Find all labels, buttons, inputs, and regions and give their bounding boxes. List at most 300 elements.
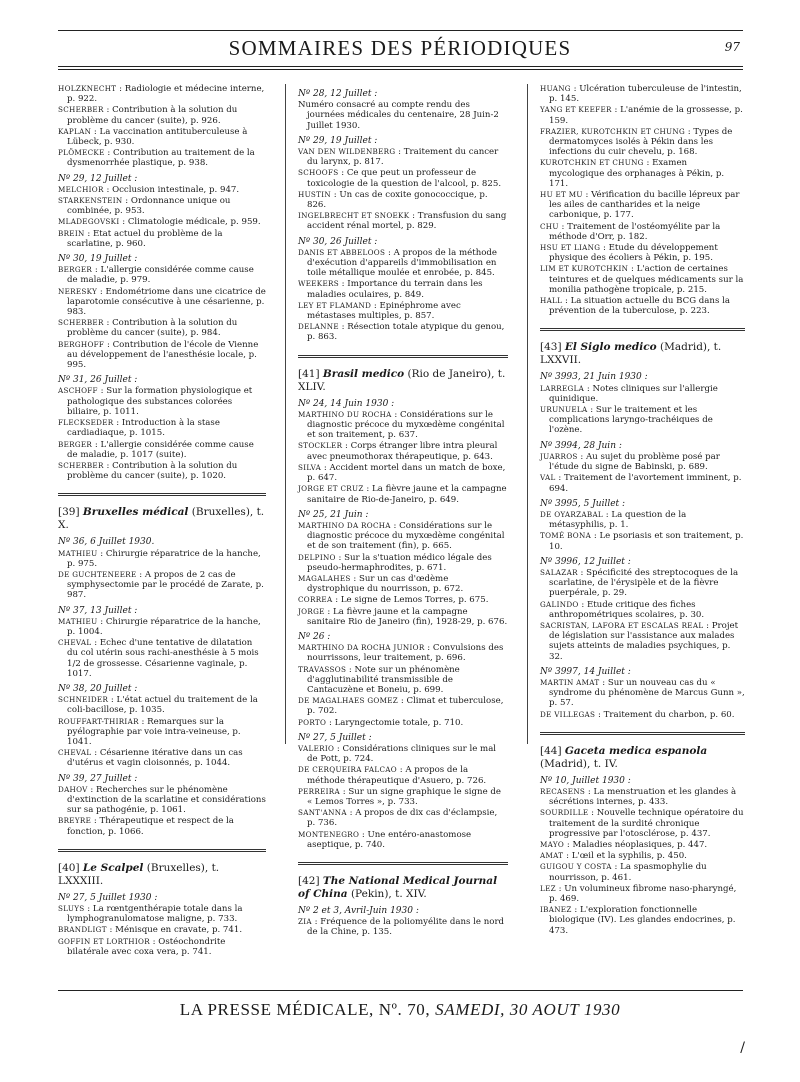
article-entry	[298, 211, 508, 231]
article-author: HUANG	[540, 84, 571, 93]
journal-volume: (Bruxelles), t. LXXXIII.	[58, 861, 220, 887]
article-entry	[58, 816, 266, 836]
article-entry	[298, 521, 508, 552]
article-entry	[298, 100, 508, 131]
article-author: ROUFFART-THIRIAR	[58, 716, 139, 726]
article-text: : Accident mortel dans un match de boxe, p. 647.	[307, 462, 506, 484]
issue-date: Nº 30, 19 Juillet :	[58, 254, 138, 265]
article-entry	[540, 405, 745, 436]
article-entry	[58, 217, 266, 227]
article-text: : Un volumineux fibrome naso-pharyngé, p. 469.	[549, 883, 737, 904]
article-text: : A propos de la méthode thérapeutique d'Asuero, p. 726.	[307, 765, 487, 786]
article-entry	[58, 229, 266, 249]
article-text: : L'état actuel du traitement de la coli-bacillose, p. 1035.	[67, 695, 258, 716]
article-entry	[540, 531, 745, 551]
article-entry	[298, 190, 508, 210]
page-title: SOMMAIRES DES PÉRIODIQUES	[228, 36, 572, 60]
article-entry	[58, 105, 266, 125]
article-author: DAHOV	[58, 784, 88, 794]
article-text: : Notes cliniques sur l'allergie quinidique.	[549, 383, 718, 404]
article-entry	[298, 808, 508, 828]
article-text: : Césarienne itérative dans un cas d'utérus et vagin cloisonnés, p. 1044.	[67, 748, 243, 769]
article-text: : Epinéphrome avec métastases multiples, p. 857.	[307, 300, 461, 322]
article-text: : La fièvre jaune et la campagne sanitaire de Rio-de-Janeiro, p. 649.	[307, 484, 507, 505]
article-author: SCHNEIDER	[58, 695, 109, 705]
article-author: DE MAGALHAES GOMEZ	[298, 696, 399, 706]
article-entry	[298, 696, 508, 716]
article-entry	[58, 937, 266, 957]
issue-date: Nº 10, Juillet 1930 :	[540, 775, 631, 786]
article-author: VAN DEN WILDENBERG	[298, 147, 396, 157]
article-text: Numéro consacré au compte rendu des journées médicales du centenaire, 28 Juin-2 Juillet 1930.	[298, 100, 499, 131]
article-entry	[298, 147, 508, 167]
journal-volume: (Pekin), t. XIV.	[350, 888, 427, 900]
article-text: : Fréquence de la poliomyélite dans le nord de la Chine, p. 135.	[307, 917, 505, 938]
article-author: LEZ	[540, 883, 556, 893]
issue-date: Nº 36, 6 Juillet 1930.	[58, 537, 155, 548]
article-entry	[298, 643, 508, 663]
journal-number: [43]	[540, 341, 562, 354]
article-text: : Considérations sur le diagnostic précoce du myxœdème congénital et de son traitement (fin), p. 665.	[307, 520, 505, 552]
article-entry	[58, 287, 266, 318]
article-author: MARTHINO DA ROCHA JUNIOR	[298, 643, 425, 653]
article-entry	[540, 127, 745, 158]
page-footer	[0, 1000, 800, 1020]
article-text: : La fièvre jaune et la campagne sanitaire Rio de Janeiro (fin), 1928-29, p. 676.	[307, 606, 508, 627]
article-text: : Traitement de l'avortement imminent, p. 694.	[549, 473, 742, 494]
article-text: : Considérations sur le diagnostic précoce du myxœdème congénital et son traitement, p. 637.	[307, 409, 505, 441]
article-text: : L'œil et la syphilis, p. 450.	[566, 851, 687, 862]
article-author: KAPLAN	[58, 126, 92, 136]
article-entry	[298, 665, 508, 696]
article-author: DELANNE	[298, 322, 339, 332]
article-entry	[58, 638, 266, 679]
journal-name: Gaceta medica espanola	[564, 744, 708, 757]
article-author: HU ET MU	[540, 190, 583, 200]
article-author: SCHERBER	[58, 105, 104, 115]
article-text: : Radiologie et médecine interne, p. 922.	[67, 84, 265, 105]
article-entry	[58, 549, 266, 569]
article-entry	[540, 905, 745, 936]
article-text: : Examen mycologique des orphanages à Pékin, p. 171.	[549, 158, 725, 189]
article-text: : Thérapeutique et respect de la fonction, p. 1066.	[67, 816, 234, 837]
article-text: : Remarques sur la pyélographie par voie intra-veineuse, p. 1041.	[67, 716, 241, 747]
journal-separator	[540, 328, 745, 331]
journal-number: [40]	[58, 861, 80, 874]
journal-name: El Siglo medico	[564, 341, 657, 354]
article-author: SILVA	[298, 462, 322, 472]
article-text: : Spécificité des streptocoques de la scarlatine, de l'érysipèle et de la fièvre puerpérale, p. 29.	[549, 567, 739, 599]
article-text: : A propos de la méthode d'exécution d'appareils d'immobilisation en toile métallique moulée et enrobée, p. 845.	[307, 247, 498, 279]
article-text: : Sur la formation physiologique et pathologique des substances colorées biliaire, p. 1011.	[67, 386, 253, 417]
article-author: MAYO	[540, 839, 565, 849]
article-author: CHEVAL	[58, 638, 92, 648]
article-entry	[298, 168, 508, 188]
article-entry	[298, 744, 508, 764]
article-author: SCHERBER	[58, 318, 104, 328]
article-text: : A propos de dix cas d'éclampsie, p. 736.	[307, 808, 498, 829]
journal-separator	[298, 355, 508, 358]
article-text: : Projet de législation sur l'assistance aux malades sujets atteints de maladies psychiques, p. 32.	[549, 620, 739, 662]
article-entry	[298, 595, 508, 605]
article-text: : La menstruation et les glandes à sécrétions internes, p. 433.	[549, 786, 737, 808]
article-author: MELCHIOR	[58, 184, 104, 194]
article-entry	[540, 808, 745, 839]
article-text: : Endométriome dans une cicatrice de laparotomie consécutive à une césarienne, p. 983.	[67, 286, 266, 318]
article-text: : Contribution à la solution du problème du cancer (suite), p. 1020.	[67, 460, 238, 482]
journal-name: Bruxelles médical	[82, 506, 189, 519]
article-text: : La vaccination antituberculeuse à Lübeck, p. 930.	[67, 126, 248, 148]
issue-date: Nº 38, 20 Juillet :	[58, 683, 138, 694]
article-entry	[540, 510, 745, 530]
article-text: : Ménisque en cravate, p. 741.	[109, 925, 243, 936]
article-author: SANT'ANNA	[298, 808, 347, 818]
footer-journal: LA PRESSE MÉDICALE, Nº. 70,	[179, 1000, 431, 1019]
article-author: GUIGOU Y COSTA	[540, 862, 612, 872]
article-entry	[540, 473, 745, 493]
article-entry	[58, 318, 266, 338]
article-text: : Climat et tuberculose, p. 702.	[307, 696, 504, 717]
article-author: SCHOOFS	[298, 168, 339, 178]
article-author: IBANEZ	[540, 905, 572, 915]
journal-separator	[58, 493, 266, 496]
article-author: MARTHINO DU ROCHA	[298, 409, 392, 419]
article-text: : Importance du terrain dans les maladies oculaires, p. 849.	[307, 279, 483, 300]
article-entry	[540, 862, 745, 882]
article-text: : Chirurgie réparatrice de la hanche, p. 975.	[67, 548, 261, 569]
column-1	[58, 84, 266, 958]
article-entry	[58, 785, 266, 816]
article-text: : La question de la métasyphilis, p. 1.	[549, 509, 687, 531]
article-author: MAGALAHES	[298, 573, 351, 583]
article-author: HOLZKNECHT	[58, 84, 117, 93]
article-text: : Ordonnance unique ou combinée, p. 953.	[67, 196, 231, 217]
article-entry	[540, 884, 745, 904]
article-text: : Considérations cliniques sur le mal de Pott, p. 724.	[307, 743, 497, 765]
article-entry	[58, 84, 266, 104]
issue-date: Nº 28, 12 Juillet :	[298, 89, 378, 99]
article-author: SALAZAR	[540, 567, 578, 577]
article-author: CORREA	[298, 595, 333, 605]
article-entry	[540, 678, 745, 709]
article-author: GALINDO	[540, 599, 579, 609]
footer-date: SAMEDI, 30 AOUT 1930	[435, 1000, 621, 1019]
column-divider-1	[285, 84, 286, 744]
article-author: JORGE	[298, 606, 325, 616]
issue-date: Nº 3993, 21 Juin 1930 :	[540, 372, 648, 383]
article-entry	[298, 553, 508, 573]
article-entry	[540, 384, 745, 404]
article-author: NERESKY	[58, 286, 98, 296]
header-rule-top	[58, 30, 743, 31]
journal-number: [44]	[540, 744, 562, 757]
article-author: MLADEGOVSKI	[58, 217, 120, 227]
article-entry	[298, 574, 508, 594]
issue-date: Nº 30, 26 Juillet :	[298, 236, 378, 247]
article-entry	[298, 441, 508, 461]
article-author: ZIA	[298, 917, 312, 927]
footer-rule	[58, 990, 743, 991]
article-text: : Occlusion intestinale, p. 947.	[106, 184, 240, 195]
article-entry	[58, 617, 266, 637]
article-author: URUNUELA	[540, 405, 588, 415]
article-author: INGELBRECHT ET SNOEKK	[298, 211, 410, 221]
issue-date: Nº 2 et 3, Avril-Juin 1930 :	[298, 906, 419, 916]
article-text: : Sur la s'tuation médico légale des pseudo-hermaphrodites, p. 671.	[307, 552, 492, 573]
issue-date: Nº 3997, 14 Juillet :	[540, 666, 631, 677]
article-author: SLUYS	[58, 904, 85, 913]
article-text: : Traitement de l'ostéomyélite par la méthode d'Orr, p. 182.	[549, 221, 721, 242]
article-text: : Etat actuel du problème de la scarlatine, p. 960.	[67, 228, 223, 249]
article-text: : L'exploration fonctionnelle biologique (IV). Les glandes endocrines, p. 473.	[549, 905, 736, 936]
article-text: : Nouvelle technique opératoire du traitement de la surdité chronique progressive par l'otosclérose, p. 437.	[549, 808, 744, 839]
issue-date: Nº 26 :	[298, 631, 331, 642]
margin-mark: /	[740, 1040, 745, 1056]
article-author: YANG ET KEEFER	[540, 105, 612, 115]
article-author: MARTIN AMAT	[540, 677, 600, 687]
journal-number: [42]	[298, 875, 320, 887]
article-author: JUARROS	[540, 451, 578, 461]
article-text: : Echec d'une tentative de dilatation du col utérin sous rachi-anesthésie à 5 mois 1/2 de grossesse. Césarienne vaginale, p. 1017.	[67, 638, 259, 679]
article-author: FRAZIER, KUROTCHKIN ET CHUNG	[540, 126, 686, 136]
article-entry	[58, 904, 266, 924]
article-author: MARTHINO DA ROCHA	[298, 520, 391, 530]
article-author: BERGER	[58, 265, 93, 275]
article-entry	[298, 787, 508, 807]
article-entry	[540, 452, 745, 472]
article-text: : Introduction à la stase cardiadiaque, p. 1015.	[67, 418, 220, 439]
article-text: : La situation actuelle du BCG dans la prévention de la tuberculose, p. 223.	[549, 296, 730, 317]
article-author: SCHERBER	[58, 460, 104, 470]
article-author: FLECKSEDER	[58, 418, 114, 428]
article-author: BREYRE	[58, 816, 92, 826]
article-entry	[298, 718, 508, 728]
article-entry	[58, 148, 266, 168]
article-entry	[540, 840, 745, 850]
article-author: VALERIO	[298, 743, 335, 753]
article-entry	[58, 570, 266, 601]
article-entry	[540, 243, 745, 263]
article-entry	[58, 925, 266, 935]
article-author: GOFFIN ET LORTHIOR	[58, 936, 150, 946]
article-author: DE OYARZABAL	[540, 509, 604, 519]
issue-date: Nº 39, 27 Juillet :	[58, 773, 138, 784]
article-entry	[298, 484, 508, 504]
article-author: CHEVAL	[58, 748, 92, 758]
article-author: RECASENS	[540, 786, 586, 796]
article-author: DE CERQUEIRA FALCAO	[298, 765, 397, 775]
journal-heading	[540, 341, 745, 367]
journal-heading	[58, 506, 266, 532]
article-author: AMAT	[540, 851, 564, 861]
article-author: MATHIEU	[58, 616, 98, 626]
article-text: : Note sur un phénomène d'agglutinabilité transmissible de Cantacuzène et Boneiu, p. 699.	[307, 664, 460, 695]
column-2	[298, 84, 508, 939]
article-author: SACRISTAN, LAFORA ET ESCALAS REAL	[540, 620, 704, 630]
article-entry	[298, 301, 508, 321]
article-author: HALL	[540, 296, 563, 306]
journal-volume: (Madrid), t. LXXVII.	[540, 341, 722, 367]
article-entry	[540, 568, 745, 599]
article-text: : L'allergie considérée comme cause de maladie, p. 979.	[67, 265, 254, 286]
article-author: DE VILLEGAS	[540, 709, 596, 719]
article-text: : Le psoriasis et son traitement, p. 10.	[549, 531, 744, 552]
article-entry	[540, 710, 745, 720]
article-text: : Maladies néoplasiques, p. 447.	[566, 839, 708, 850]
article-entry	[298, 410, 508, 441]
journal-separator	[298, 862, 508, 865]
article-author: STARKENSTEIN	[58, 196, 123, 206]
issue-date: Nº 3996, 12 Juillet :	[540, 556, 631, 567]
issue-date: Nº 25, 21 Juin :	[298, 509, 369, 520]
journal-name: Le Scalpel	[82, 861, 144, 874]
issue-date: Nº 3994, 28 Juin :	[540, 440, 622, 451]
article-text: : Sur un cas d'œdème dystrophique du nourrisson, p. 672.	[307, 573, 464, 595]
article-text: : Le signe de Lemos Torres, p. 675.	[335, 595, 489, 606]
article-entry	[58, 196, 266, 216]
issue-date: Nº 31, 26 Juillet :	[58, 375, 138, 386]
article-author: DANIS ET ABBELOOS	[298, 247, 386, 257]
article-author: ASCHOFF	[58, 386, 98, 396]
article-entry	[540, 264, 745, 295]
article-author: HSU ET LIANG	[540, 243, 601, 253]
article-author: JORGE ET CRUZ	[298, 484, 364, 494]
article-entry	[58, 340, 266, 371]
article-author: PLÖMECKE	[58, 148, 105, 158]
article-text: : Ulcération tuberculeuse de l'intestin, p. 145.	[549, 84, 742, 105]
article-author: LIM ET KUROTCHKIN	[540, 264, 629, 274]
article-text: : Sur le traitement et les complications laryngo-trachéiques de l'ozène.	[549, 405, 713, 436]
article-text: : Au sujet du problème posé par l'étude du signe de Babinski, p. 689.	[549, 451, 720, 473]
article-text: : Laryngectomie totale, p. 710.	[328, 717, 464, 728]
issue-date: Nº 29, 12 Juillet :	[58, 173, 138, 184]
article-entry	[298, 607, 508, 627]
journal-name: The National Medical Journal of China	[298, 875, 498, 900]
article-text: : Traitement du cancer du larynx, p. 817.	[307, 147, 499, 168]
article-author: LEY ET FLAMAND	[298, 300, 372, 310]
article-entry	[540, 158, 745, 189]
article-entry	[298, 322, 508, 342]
article-text: : L'allergie considérée comme cause de maladie, p. 1017 (suite).	[67, 439, 254, 460]
article-author: CHU	[540, 221, 559, 231]
journal-separator	[540, 732, 745, 735]
header-rule-bottom	[58, 66, 743, 67]
article-text: : Traitement du charbon, p. 60.	[598, 709, 735, 720]
column-3	[540, 84, 745, 937]
article-entry	[298, 463, 508, 483]
article-author: KUROTCHKIN ET CHUNG	[540, 158, 644, 168]
article-entry	[58, 461, 266, 481]
article-text: : Sur un nouveau cas du « syndrome du phénomène de Marcus Gunn », p. 57.	[549, 677, 745, 709]
article-entry	[540, 105, 745, 125]
article-entry	[58, 748, 266, 768]
article-author: HUSTIN	[298, 189, 331, 199]
article-entry	[58, 265, 266, 285]
article-text: : Sur un signe graphique le signe de « Lemos Torres », p. 733.	[307, 786, 501, 807]
issue-date: Nº 24, 14 Juin 1930 :	[298, 398, 395, 409]
article-text: : Une entéro-anastomose aseptique, p. 740.	[307, 829, 472, 850]
article-text: : Types de dermatomyces isolés à Pékin dans les infections du cuir chevelu, p. 168.	[549, 126, 733, 158]
article-entry	[540, 296, 745, 316]
article-text: : Contribution à la solution du problème du cancer (suite), p. 926.	[67, 105, 238, 126]
article-entry	[540, 787, 745, 807]
article-entry	[298, 765, 508, 785]
column-divider-2	[527, 84, 528, 744]
article-entry	[540, 84, 745, 104]
journal-heading	[298, 368, 508, 394]
article-author: BRANDLIGT	[58, 925, 107, 935]
article-text: : Corps étranger libre intra pleural avec pneumothorax thérapeutique, p. 643.	[307, 441, 498, 462]
article-author: DELPINO	[298, 552, 336, 562]
article-text: : Etude critique des fiches anthropométriques scolaires, p. 30.	[549, 599, 705, 620]
journal-number: [39]	[58, 506, 80, 519]
article-author: PORTO	[298, 717, 327, 727]
article-entry	[298, 248, 508, 279]
article-text: : Chirurgie réparatrice de la hanche, p. 1004.	[67, 616, 261, 637]
article-entry	[58, 717, 266, 748]
journal-volume: (Bruxelles), t. X.	[58, 506, 265, 532]
journal-volume: (Madrid), t. IV.	[540, 757, 618, 770]
article-author: MATHIEU	[58, 548, 98, 558]
article-entry	[58, 185, 266, 195]
article-author: TOMÉ BONA	[540, 531, 592, 541]
article-text: : Vérification du bacille lépreux par les ailes de cantharides et la neige carbonique, p. 177.	[549, 190, 740, 221]
article-author: DE GUCHTENEERE	[58, 569, 137, 579]
article-author: BERGHOFF	[58, 339, 105, 349]
article-author: BREIN	[58, 228, 85, 238]
article-entry	[298, 279, 508, 299]
article-text: : Convulsions des nourrissons, leur traitement, p. 696.	[307, 643, 504, 664]
journal-heading	[58, 862, 266, 888]
article-text: : L'anémie de la grossesse, p. 159.	[549, 105, 743, 126]
journal-volume: (Rio de Janeiro), t. XLIV.	[298, 367, 506, 393]
article-entry	[540, 222, 745, 242]
article-entry	[58, 127, 266, 147]
article-author: LARREGLA	[540, 383, 585, 393]
article-author: PERREIRA	[298, 786, 340, 796]
article-author: SOURDILLE	[540, 808, 589, 818]
article-entry	[298, 917, 508, 937]
article-entry	[58, 695, 266, 715]
article-entry	[58, 386, 266, 417]
article-entry	[298, 830, 508, 850]
issue-date: Nº 27, 5 Juillet 1930 :	[58, 892, 158, 903]
article-entry	[540, 600, 745, 620]
article-entry	[540, 851, 745, 861]
article-text: : La rœntgenthérapie totale dans la lymphogranulomatose maligne, p. 733.	[67, 904, 243, 925]
page-number: 97	[724, 40, 740, 54]
journal-name: Brasil medico	[322, 367, 405, 380]
journal-number: [41]	[298, 367, 320, 380]
issue-date: Nº 27, 5 Juillet :	[298, 732, 372, 743]
article-author: BERGER	[58, 439, 93, 449]
article-entry	[58, 440, 266, 460]
issue-date: Nº 3995, 5 Juillet :	[540, 498, 626, 509]
article-text: : Contribution de l'école de Vienne au développement de l'anesthésie locale, p. 995.	[67, 339, 259, 371]
article-entry	[540, 190, 745, 221]
article-text: : A propos de 2 cas de symphysectomie par le procédé de Zarate, p. 987.	[67, 569, 264, 601]
article-text: : La spasmophylie du nourrisson, p. 461.	[549, 862, 707, 883]
article-text: : Contribution au traitement de la dysmenorrhée plastique, p. 938.	[67, 148, 255, 169]
article-author: VAL	[540, 473, 556, 483]
article-text: : Climatologie médicale, p. 959.	[122, 217, 261, 228]
article-author: STOCKLER	[298, 441, 343, 451]
journal-heading	[540, 745, 745, 771]
article-author: WEEKERS	[298, 279, 339, 289]
article-text: : Recherches sur le phénomène d'extinction de la scarlatine et considérations sur sa pathogénie, p. 1061.	[67, 784, 266, 816]
article-text: : Résection totale atypique du genou, p. 863.	[307, 322, 505, 343]
journal-separator	[58, 849, 266, 852]
